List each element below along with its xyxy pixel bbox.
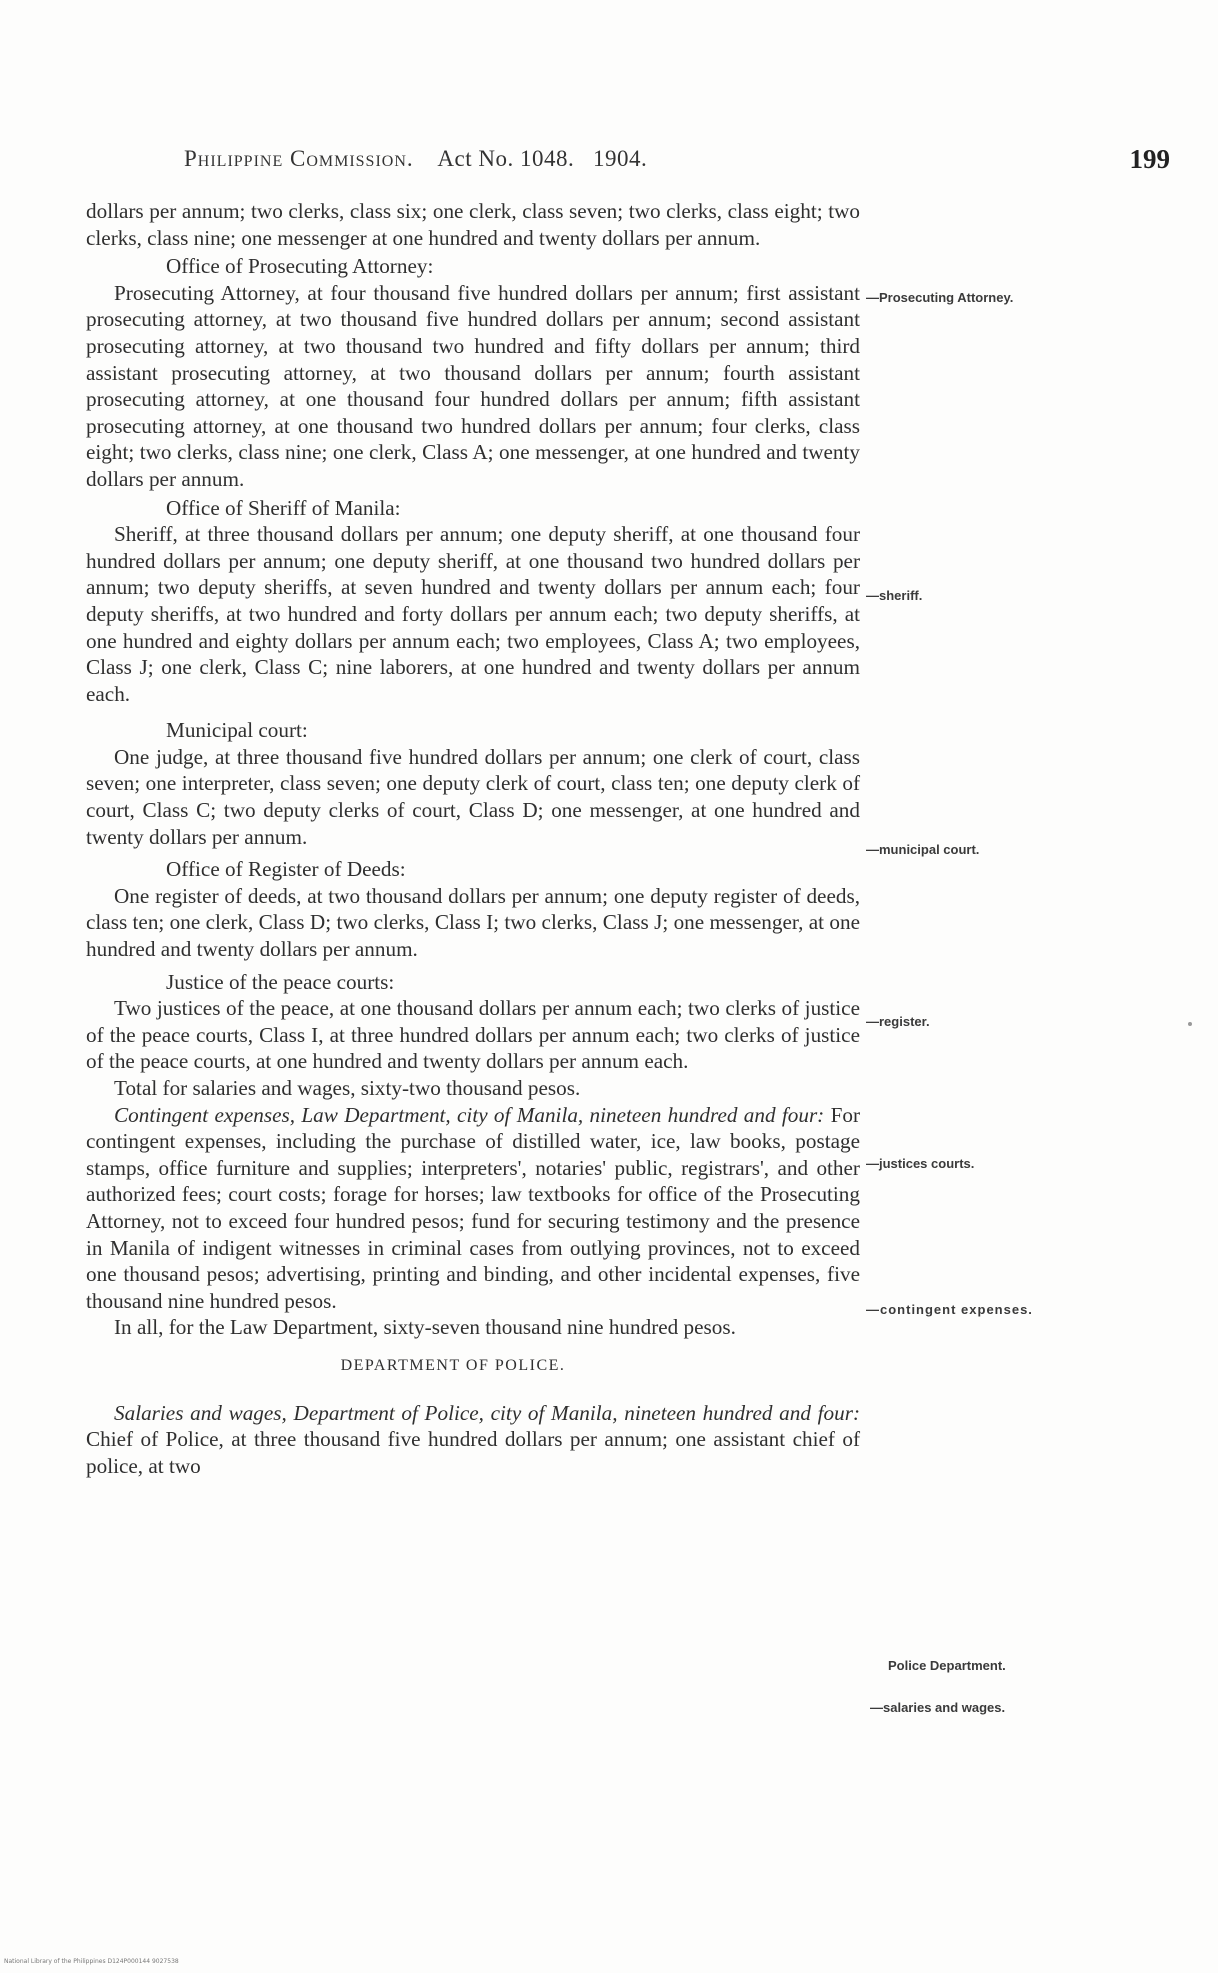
margin-note-municipal-court: —municipal court.	[866, 842, 980, 857]
paragraph-sheriff: Sheriff, at three thousand dollars per annum; one deputy sheriff, at one thousand four hundred dollars per annum; one deputy sheriff, at one thousand two hundred dollars per annum; two deputy sheriffs, at seven hundred and twenty dollars per annum each; four deputy sheriffs, at two hundred and forty dollars per annum each; two deputy sheriffs, at one hundred and eighty dollars per annum each; two employees, Class A; two employees, Class J; one clerk, Class C; nine laborers, at one hundred and twenty dollars per annum each.	[86, 522, 860, 706]
paragraph-police-salaries	[86, 1400, 860, 1480]
police-salaries-body: Chief of Police, at three thousand five hundred dollars per annum; one assistant chief of police, at two	[86, 1427, 860, 1478]
heading-municipal-court: Municipal court:	[166, 718, 308, 743]
margin-note-prosecuting-attorney: —Prosecuting Attorney.	[866, 290, 1014, 305]
scan-speck	[1188, 1022, 1192, 1026]
contingent-expenses-title: Contingent expenses, Law Department, city of Manila, nineteen hundred and four:	[114, 1102, 825, 1127]
running-header	[184, 146, 647, 172]
heading-department-of-police: DEPARTMENT OF POLICE.	[340, 1356, 566, 1374]
header-commission: Philippine Commission.	[184, 146, 414, 171]
margin-note-justices-courts: —justices courts.	[866, 1156, 975, 1171]
police-salaries-title: Salaries and wages, Department of Police, city of Manila, nineteen hundred and four:	[114, 1400, 860, 1425]
heading-register-of-deeds: Office of Register of Deeds:	[166, 857, 406, 882]
contingent-expenses-body: For contingent expenses, including the purchase of distilled water, ice, law books, postage stamps, office furniture and supplies; interpreters', notaries' public, registrars', and other authorized fees; court costs; forage for horses; law textbooks for office of the Prosecuting Attorney, not to exceed four hundred pesos; fund for securing testimony and the presence in Manila of indigent witnesses in criminal cases from outlying provinces, not to exceed one thousand pesos; advertising, printing and binding, and other incidental expenses, five thousand nine hundred pesos.	[86, 1102, 861, 1313]
paragraph-justice-courts: Two justices of the peace, at one thousand dollars per annum each; two clerks of justice of the peace courts, Class I, at three hundred dollars per annum each; two clerks of justice of the peace courts, at one hundred and twenty dollars per annum each.	[86, 996, 860, 1074]
paragraph-contingent-expenses	[86, 1102, 860, 1315]
margin-note-register: —register.	[866, 1014, 930, 1029]
heading-prosecuting-attorney: Office of Prosecuting Attorney:	[166, 254, 434, 279]
paragraph-municipal-court: One judge, at three thousand five hundred dollars per annum; one clerk of court, class seven; one interpreter, class seven; one deputy clerk of court, class ten; one deputy clerk of court, Class C; two deputy clerks of court, Class D; one messenger, at one hundred and twenty dollars per annum.	[86, 744, 860, 849]
paragraph-prosecuting-attorney: Prosecuting Attorney, at four thousand five hundred dollars per annum; first assistant prosecuting attorney, at two thousand five hundred dollars per annum; second assistant prosecuting attorney, at two thousand two hundred and fifty dollars per annum; third assistant prosecuting attorney, at two thousand dollars per annum; fourth assistant prosecuting attorney, at one thousand four hundred dollars per annum; fifth assistant prosecuting attorney, at one thousand two hundred dollars per annum; four clerks, class eight; two clerks, class nine; one clerk, Class A; one messenger, at one hundred and twenty dollars per annum.	[86, 280, 860, 491]
header-year: 1904.	[592, 146, 648, 171]
paragraph-register-of-deeds: One register of deeds, at two thousand dollars per annum; one deputy register of deeds, class ten; one clerk, Class D; two clerks, Class I; two clerks, Class J; one messenger, at one hundred and twenty dollars per annum.	[86, 883, 860, 962]
paragraph-continuation: dollars per annum; two clerks, class six; one clerk, class seven; two clerks, class eight; two clerks, class nine; one messenger at one hundred and twenty dollars per annum.	[86, 199, 860, 250]
margin-note-sheriff: —sheriff.	[866, 588, 923, 603]
paragraph-total-salaries: Total for salaries and wages, sixty-two thousand pesos.	[114, 1076, 581, 1100]
heading-justice-courts: Justice of the peace courts:	[166, 969, 395, 994]
margin-note-police-department: Police Department.	[888, 1658, 1006, 1673]
header-act: Act No. 1048.	[437, 146, 575, 171]
body-text	[86, 198, 860, 1479]
scan-footer-watermark: National Library of the Philippines D124P000144 9027538	[4, 1958, 179, 1965]
page-number: 199	[1129, 144, 1170, 174]
margin-note-salaries-and-wages: —salaries and wages.	[870, 1700, 1006, 1715]
paragraph-law-department-total: In all, for the Law Department, sixty-seven thousand nine hundred pesos.	[114, 1315, 736, 1340]
margin-note-contingent-expenses: —contingent expenses.	[866, 1302, 1033, 1317]
heading-sheriff: Office of Sheriff of Manila:	[166, 495, 401, 520]
